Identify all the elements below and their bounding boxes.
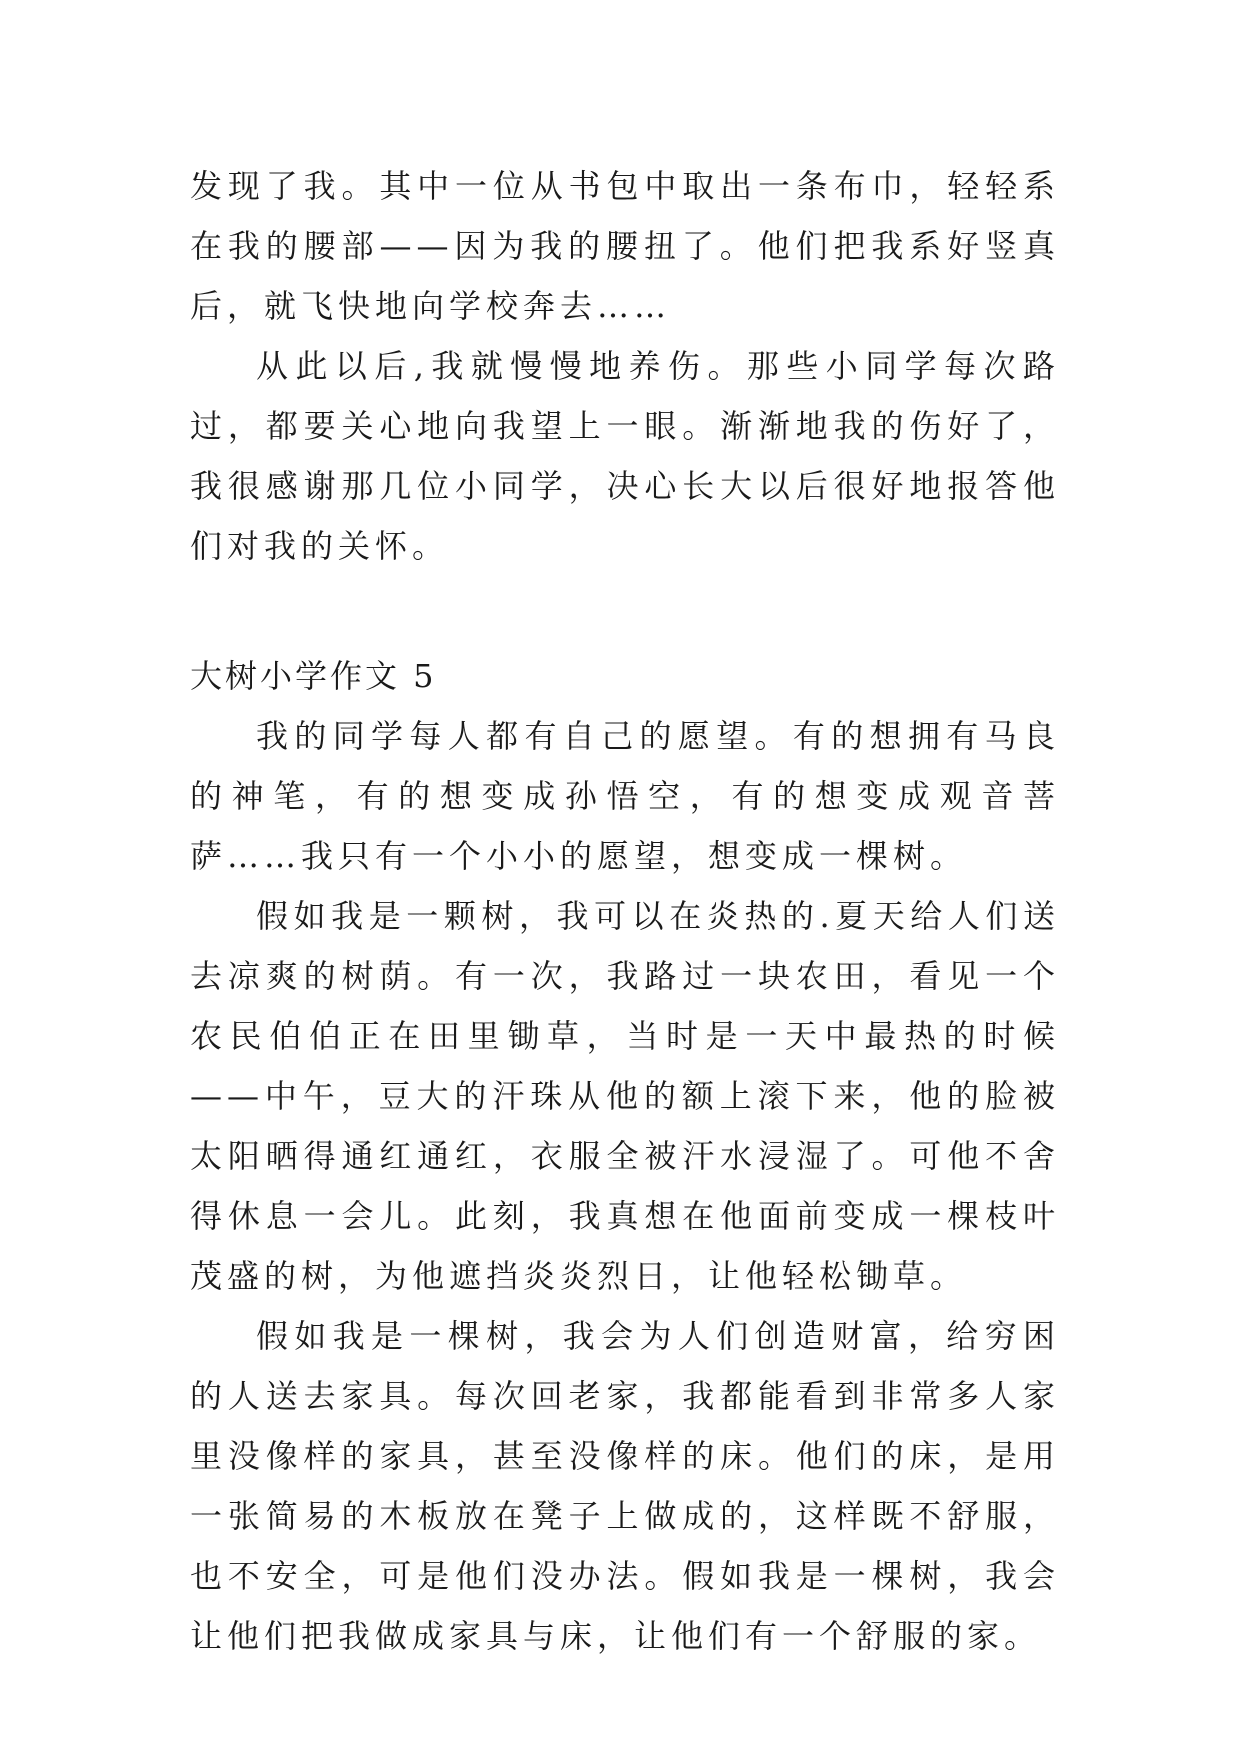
paragraph-wish: 我的同学每人都有自己的愿望。有的想拥有马良的神笔，有的想变成孙悟空，有的想变成观音菩萨……我只有一个小小的愿望，想变成一棵树。 [190, 717, 1060, 875]
section-spacer [190, 576, 1060, 646]
paragraph-recovery: 从此以后,我就慢慢地养伤。那些小同学每次路过，都要关心地向我望上一眼。渐渐地我的伤好了，我很感谢那几位小同学，决心长大以后很好地报答他们对我的关怀。 [190, 347, 1060, 565]
paragraph-furniture: 假如我是一棵树，我会为人们创造财富，给穷困的人送去家具。每次回老家，我都能看到非常多人家里没像样的家具，甚至没像样的床。他们的床，是用一张简易的木板放在凳子上做成的，这样既不舒服，也不安全，可是他们没办法。假如我是一棵树，我会让他们把我做成家具与床，让他们有一个舒服的家。 [190, 1317, 1060, 1655]
paragraph-continuation: 发现了我。其中一位从书包中取出一条布巾，轻轻系在我的腰部——因为我的腰扭了。他们把我系好竖真后，就飞快地向学校奔去…… [190, 167, 1060, 325]
section-title: 大树小学作文 5 [190, 657, 437, 695]
paragraph-shade: 假如我是一颗树，我可以在炎热的.夏天给人们送去凉爽的树荫。有一次，我路过一块农田，看见一个农民伯伯正在田里锄草，当时是一天中最热的时候——中午，豆大的汗珠从他的额上滚下来，他的脸被太阳晒得通红通红，衣服全被汗水浸湿了。可他不舍得休息一会儿。此刻，我真想在他面前变成一棵枝叶茂盛的树，为他遮挡炎炎烈日，让他轻松锄草。 [190, 897, 1060, 1295]
document-body [190, 156, 1060, 1666]
